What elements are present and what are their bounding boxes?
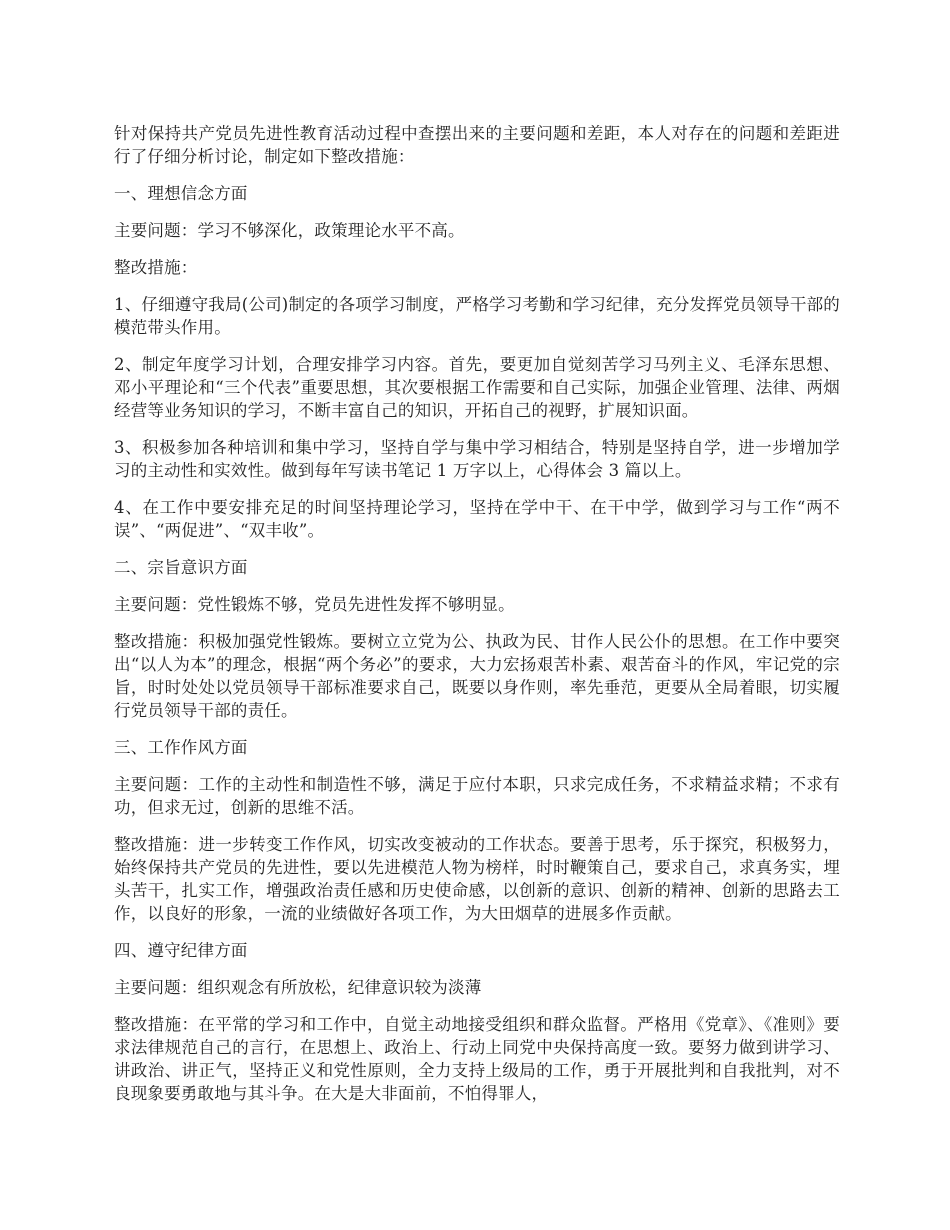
intro-paragraph: 针对保持共产党员先进性教育活动过程中查摆出来的主要问题和差距，本人对存在的问题和差距进行了仔细分析讨论，制定如下整改措施： <box>114 124 840 166</box>
problem-paragraph: 主要问题：学习不够深化，政策理论水平不高。 <box>114 221 465 240</box>
measure-item-3: 3、积极参加各种培训和集中学习，坚持自学与集中学习相结合，特别是坚持自学，进一步增加学习的主动性和实效性。做到每年写读书笔记 1 万字以上，心得体会 3 篇以上。 <box>114 438 840 480</box>
measures-paragraph: 整改措施：进一步转变工作作风，切实改变被动的工作状态。要善于思考，乐于探究，积极努力，始终保持共产党员的先进性，要以先进模范人物为榜样，时时鞭策自己，要求自己，求真务实，埋头苦干，扎实工作，增强政治责任感和历史使命感，以创新的意识、创新的精神、创新的思路去工作，以良好的形象，一流的业绩做好各项工作，为大田烟草的进展多作贡献。 <box>114 835 840 923</box>
measure-item-1: 1、仔细遵守我局(公司)制定的各项学习制度，严格学习考勤和学习纪律，充分发挥党员领导干部的模范带头作用。 <box>114 295 840 337</box>
problem-paragraph: 主要问题：党性锻炼不够，党员先进性发挥不够明显。 <box>114 595 515 614</box>
measures-label: 整改措施： <box>114 258 198 277</box>
section-heading-work-style: 三、工作作风方面 <box>114 738 248 757</box>
measures-paragraph: 整改措施：在平常的学习和工作中，自觉主动地接受组织和群众监督。严格用《党章》、《准则》要求法律规范自己的言行，在思想上、政治上、行动上同党中央保持高度一致。要努力做到讲学习、讲政治、讲正气，坚持正义和党性原则，全力支持上级局的工作，勇于开展批判和自我批判，对不良现象要勇敢地与其斗争。在大是大非面前，不怕得罪人， <box>114 1015 840 1103</box>
measure-item-4: 4、在工作中要安排充足的时间坚持理论学习，坚持在学中干、在干中学，做到学习与工作“两不误”、“两促进”、“双丰收”。 <box>114 498 840 540</box>
section-heading-discipline: 四、遵守纪律方面 <box>114 941 248 960</box>
section-heading-ideals: 一、理想信念方面 <box>114 184 248 203</box>
measures-paragraph: 整改措施：积极加强党性锻炼。要树立立党为公、执政为民、甘作人民公仆的思想。在工作中要突出“以人为本”的理念，根据“两个务必”的要求，大力宏扬艰苦朴素、艰苦奋斗的作风，牢记党的宗旨，时时处处以党员领导干部标准要求自己，既要以身作则，率先垂范，更要从全局着眼，切实履行党员领导干部的责任。 <box>114 632 840 720</box>
measure-item-2: 2、制定年度学习计划，合理安排学习内容。首先，要更加自觉刻苦学习马列主义、毛泽东思想、邓小平理论和“三个代表”重要思想，其次要根据工作需要和自己实际，加强企业管理、法律、两烟经营等业务知识的学习，不断丰富自己的知识，开拓自己的视野，扩展知识面。 <box>114 355 840 420</box>
problem-paragraph: 主要问题：工作的主动性和制造性不够，满足于应付本职，只求完成任务，不求精益求精；不求有功，但求无过，创新的思维不活。 <box>114 775 840 817</box>
section-heading-purpose: 二、宗旨意识方面 <box>114 558 248 577</box>
problem-paragraph: 主要问题：组织观念有所放松，纪律意识较为淡薄 <box>114 978 482 997</box>
